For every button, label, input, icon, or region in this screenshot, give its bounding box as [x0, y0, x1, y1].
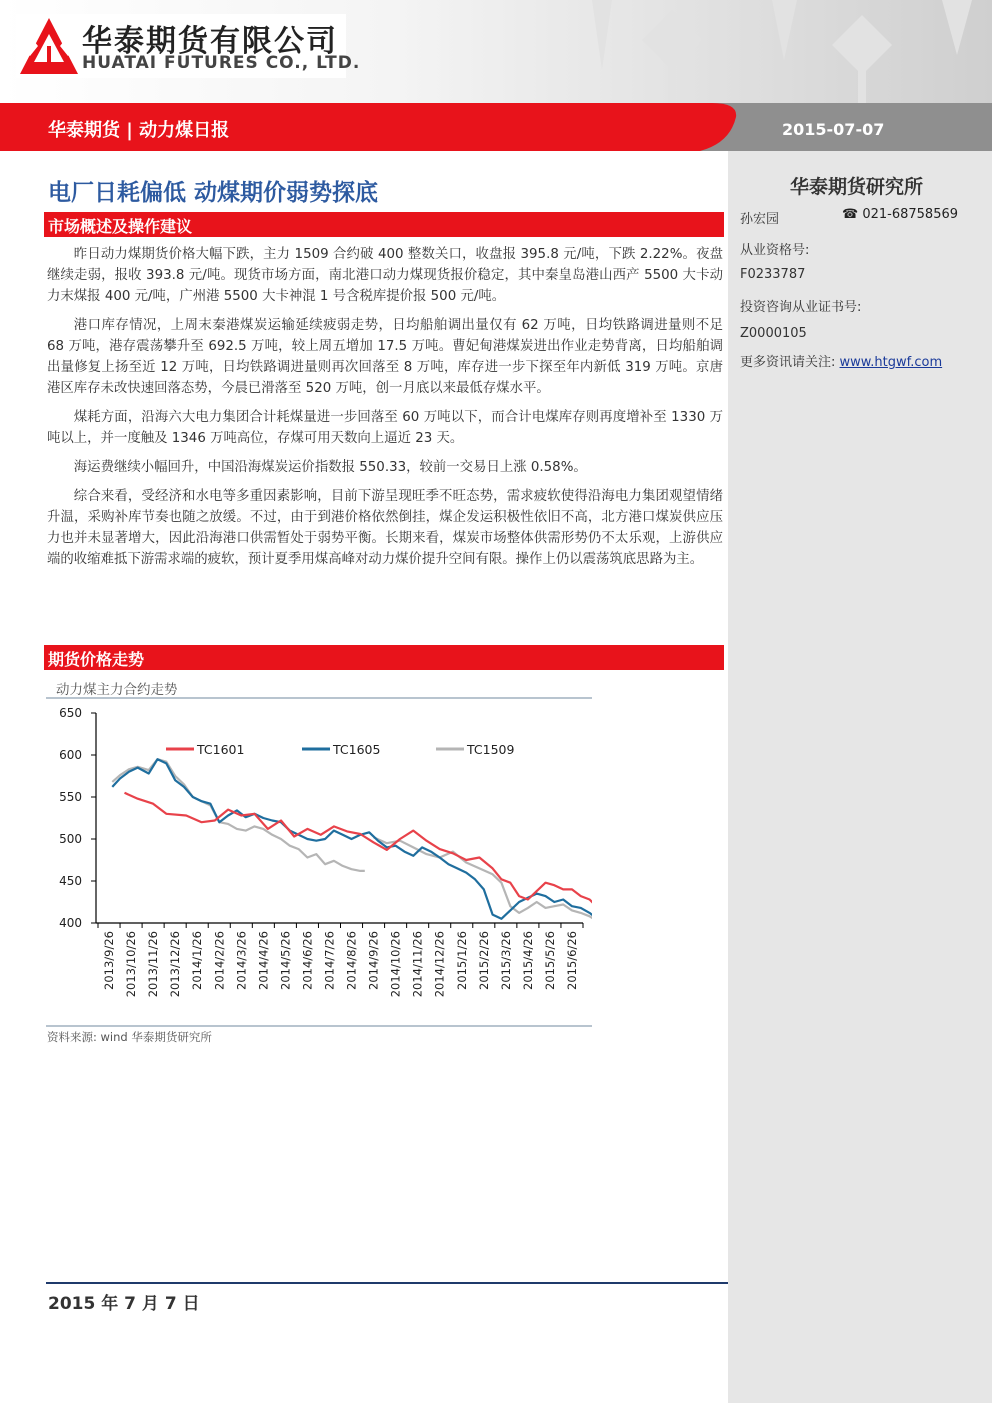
price-chart — [46, 700, 592, 1010]
qualification-number: F0233787 — [740, 267, 806, 282]
x-tick-label: 2014/12/26 — [432, 931, 447, 998]
legend-label: TC1601 — [197, 742, 245, 757]
y-tick-label: 450 — [59, 874, 82, 888]
more-info-label: 更多资讯请关注: — [740, 355, 836, 370]
y-tick-label: 600 — [59, 748, 82, 762]
page-header — [0, 0, 992, 103]
legend-label: TC1605 — [333, 742, 381, 757]
x-tick-label: 2014/5/26 — [278, 931, 293, 990]
company-name-en: HUATAI FUTURES CO., LTD. — [82, 53, 361, 73]
x-tick-label: 2013/11/26 — [146, 931, 161, 998]
article-title: 电厂日耗偏低 动煤期价弱势探底 — [48, 180, 379, 206]
x-tick-label: 2014/3/26 — [234, 931, 249, 990]
more-info — [740, 351, 942, 370]
huatai-logo-icon — [18, 16, 80, 76]
paragraph: 煤耗方面，沿海六大电力集团合计耗煤量进一步回落至 60 万吨以下，而合计电煤库存则再度增补至 1330 万吨以上，并一度触及 1346 万吨高位，存煤可用天数向上逼近 23 天。 — [47, 410, 723, 446]
x-tick-label: 2015/5/26 — [542, 931, 557, 990]
y-tick-label: 550 — [59, 790, 82, 804]
header-decoration — [572, 0, 992, 103]
x-tick-label: 2014/8/26 — [344, 931, 359, 990]
footer-date: 2015 年 7 月 7 日 — [48, 1294, 200, 1314]
report-title: 华泰期货 | 动力煤日报 — [48, 120, 230, 141]
x-tick-label: 2013/10/26 — [124, 931, 139, 998]
x-tick-label: 2014/9/26 — [366, 931, 381, 990]
x-tick-label: 2014/10/26 — [388, 931, 403, 998]
x-tick-label: 2015/3/26 — [498, 931, 513, 990]
section-header-overview — [44, 212, 724, 237]
consult-number: Z0000105 — [740, 326, 807, 341]
section-header-futures — [44, 645, 724, 670]
phone-number: 021-68758569 — [862, 207, 959, 222]
x-tick-label: 2014/7/26 — [322, 931, 337, 990]
x-tick-label: 2013/9/26 — [102, 931, 117, 990]
legend-label: TC1509 — [467, 742, 515, 757]
section-title: 期货价格走势 — [48, 650, 145, 669]
paragraph: 港口库存情况，上周末秦港煤炭运输延续疲弱走势，日均船舶调出量仅有 62 万吨，日均铁路调进量则不足 68 万吨，港存震荡攀升至 692.5 万吨，较上周五增加 17.5 万吨。曹妃甸港煤炭进出作业走势背离，日均船舶调出量修复上扬至近 12 万吨，日均铁路调进量则再次回落至 8 万吨，库存进一步下探至年内新低 319 万吨。京唐港区库存未改快速回落态势，今晨已滑落至 520 万吨，创一月底以来最低存煤水平。 — [47, 318, 723, 396]
phone-icon: ☎ — [842, 207, 859, 222]
chart-caption: 动力煤主力合约走势 — [56, 682, 178, 698]
y-tick-label: 650 — [59, 706, 82, 720]
x-tick-label: 2013/12/26 — [168, 931, 183, 998]
analyst-phone — [842, 207, 958, 222]
consult-label: 投资咨询从业证书号: — [740, 300, 862, 315]
x-tick-label: 2014/4/26 — [256, 931, 271, 990]
paragraph: 海运费继续小幅回升，中国沿海煤炭运价指数报 550.33，较前一交易日上涨 0.58%。 — [73, 460, 587, 475]
company-logo — [16, 14, 361, 78]
analyst-name: 孙宏园 — [740, 212, 780, 227]
report-date: 2015-07-07 — [782, 120, 885, 139]
x-tick-label: 2015/1/26 — [454, 931, 469, 990]
company-name-cn: 华泰期货有限公司 — [82, 24, 338, 59]
series-line-tc1509-cont — [374, 837, 592, 920]
x-tick-label: 2014/6/26 — [300, 931, 315, 990]
series-line-tc1601 — [125, 793, 593, 906]
article-body — [47, 244, 723, 578]
paragraph: 昨日动力煤期货价格大幅下跌，主力 1509 合约破 400 整数关口，收盘报 395.8 元/吨，下跌 2.22%。夜盘继续走弱，报收 393.8 元/吨。现货市场方面，南北港口动力煤现货报价稳定，其中秦皇岛港山西产 5500 大卡动力末煤报 400 元/吨，广州港 5500 大卡神混 1 号含税库提价报 500 元/吨。 — [47, 247, 723, 304]
y-tick-label: 400 — [59, 916, 82, 930]
x-tick-label: 2015/4/26 — [520, 931, 535, 990]
website-link[interactable]: www.htgwf.com — [839, 355, 943, 370]
data-source: 资料来源: wind 华泰期货研究所 — [47, 1030, 212, 1044]
section-title: 市场概述及操作建议 — [48, 217, 193, 236]
footer-rule — [46, 1282, 728, 1284]
x-tick-label: 2014/11/26 — [410, 931, 425, 998]
y-tick-label: 500 — [59, 832, 82, 846]
qualification-label: 从业资格号: — [740, 243, 810, 258]
institute-name: 华泰期货研究所 — [790, 176, 924, 198]
x-tick-label: 2015/6/26 — [564, 931, 579, 990]
x-tick-label: 2014/1/26 — [190, 931, 205, 990]
x-tick-label: 2014/2/26 — [212, 931, 227, 990]
paragraph: 综合来看，受经济和水电等多重因素影响，目前下游呈现旺季不旺态势，需求疲软使得沿海电力集团观望情绪升温，采购补库节奏也随之放缓。不过，由于到港价格依然倒挂，煤企发运积极性依旧不高，北方港口煤炭供应压力也并未显著增大，因此沿海港口供需暂处于弱势平衡。长期来看，煤炭市场整体供需形势仍不太乐观，上游供应端的收缩难抵下游需求端的疲软，预计夏季用煤高峰对动力煤价提升空间有限。操作上仍以震荡筑底思路为主。 — [47, 489, 723, 567]
x-tick-label: 2015/2/26 — [476, 931, 491, 990]
